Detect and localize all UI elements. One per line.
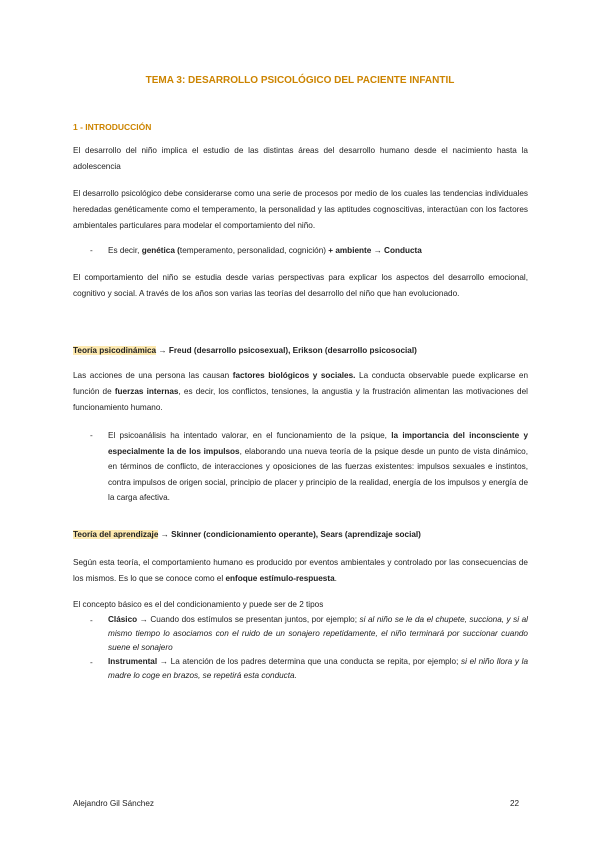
intro-paragraph-1: El desarrollo del niño implica el estudio de las distintas áreas del desarrollo humano desde el nacimiento hasta la adolescencia [73, 146, 528, 171]
highlight: Teoría psicodinámica [73, 346, 157, 355]
highlight: Teoría del aprendizaje [73, 530, 159, 539]
aprendizaje-paragraph-1: Según esta teoría, el comportamiento humano es producido por eventos ambientales y controlado por las consecuencias de los mismos. Es lo que se conoce como el enfoque estímulo-respuesta. [73, 558, 528, 583]
bullet-dash: - [90, 616, 93, 625]
psicodinamica-paragraph: Las acciones de una persona las causan factores biológicos y sociales. La conducta observable puede explicarse en función de fuerzas internas, es decir, los conflictos, tensiones, la angustia y la frustración alimentan las motivaciones del funcionamiento humano. [73, 371, 529, 412]
bullet-dash: - [90, 246, 93, 255]
footer-page-number: 22 [510, 799, 520, 808]
section-psicodinamica-heading: Teoría psicodinámica → Freud (desarrollo psicosexual), Erikson (desarrollo psicosocial) [73, 346, 417, 355]
intro-paragraph-2: El desarrollo psicológico debe considerarse como una serie de procesos por medio de los cuales las tendencias individuales heredadas genéticamente como el temperamento, la personalidad y las aptitudes cognoscitivas, interactúan con los factores ambientales particulares para modelar el comportamiento del niño. [73, 189, 528, 230]
bullet-genetica: Es decir, genética (temperamento, personalidad, cognición) + ambiente → Conducta [108, 246, 422, 255]
bullet-dash: - [90, 431, 93, 440]
section-aprendizaje-heading: Teoría del aprendizaje → Skinner (condicionamiento operante), Sears (aprendizaje social) [73, 530, 421, 539]
aprendizaje-paragraph-2: El concepto básico es el del condicionamiento y puede ser de 2 tipos [73, 600, 324, 609]
footer-author: Alejandro Gil Sánchez [73, 799, 155, 808]
bullet-clasico: Clásico → Cuando dos estímulos se presentan juntos, por ejemplo; si al niño se le da el chupete, succiona, y si al mismo tiempo lo asociamos con el ruido de un sonajero repetidamente, el niño terminará por succionar cuando suene el sonajero [108, 615, 528, 652]
bullet-psicoanalisis: El psicoanálisis ha intentado valorar, en el funcionamiento de la psique, la importancia del inconsciente y especialmente la de los impulsos, elaborando una nueva teoría de la psique desde un punto de vista dinámico, en términos de conflicto, de interacciones y oposiciones de las fuerzas existentes: impulsos sexuales e instintos, contra impulsos de origen social, principio de placer y principio de la realidad, energía de los impulsos y energía de la carga afectiva. [108, 431, 529, 502]
bullet-dash: - [90, 658, 93, 667]
intro-paragraph-3: El comportamiento del niño se estudia desde varias perspectivas para explicar los aspectos del desarrollo emocional, cognitivo y social. A través de los años son varias las teorías del desarrollo del niño que han evolucionado. [73, 273, 528, 298]
bullet-instrumental: Instrumental → La atención de los padres determina que una conducta se repita, por ejemplo; si el niño llora y la madre lo coge en brazos, se repetirá esta conducta. [108, 657, 529, 680]
page-title: TEMA 3: DESARROLLO PSICOLÓGICO DEL PACIENTE INFANTIL [145, 75, 455, 86]
intro-heading: 1 - INTRODUCCIÓN [73, 122, 152, 132]
